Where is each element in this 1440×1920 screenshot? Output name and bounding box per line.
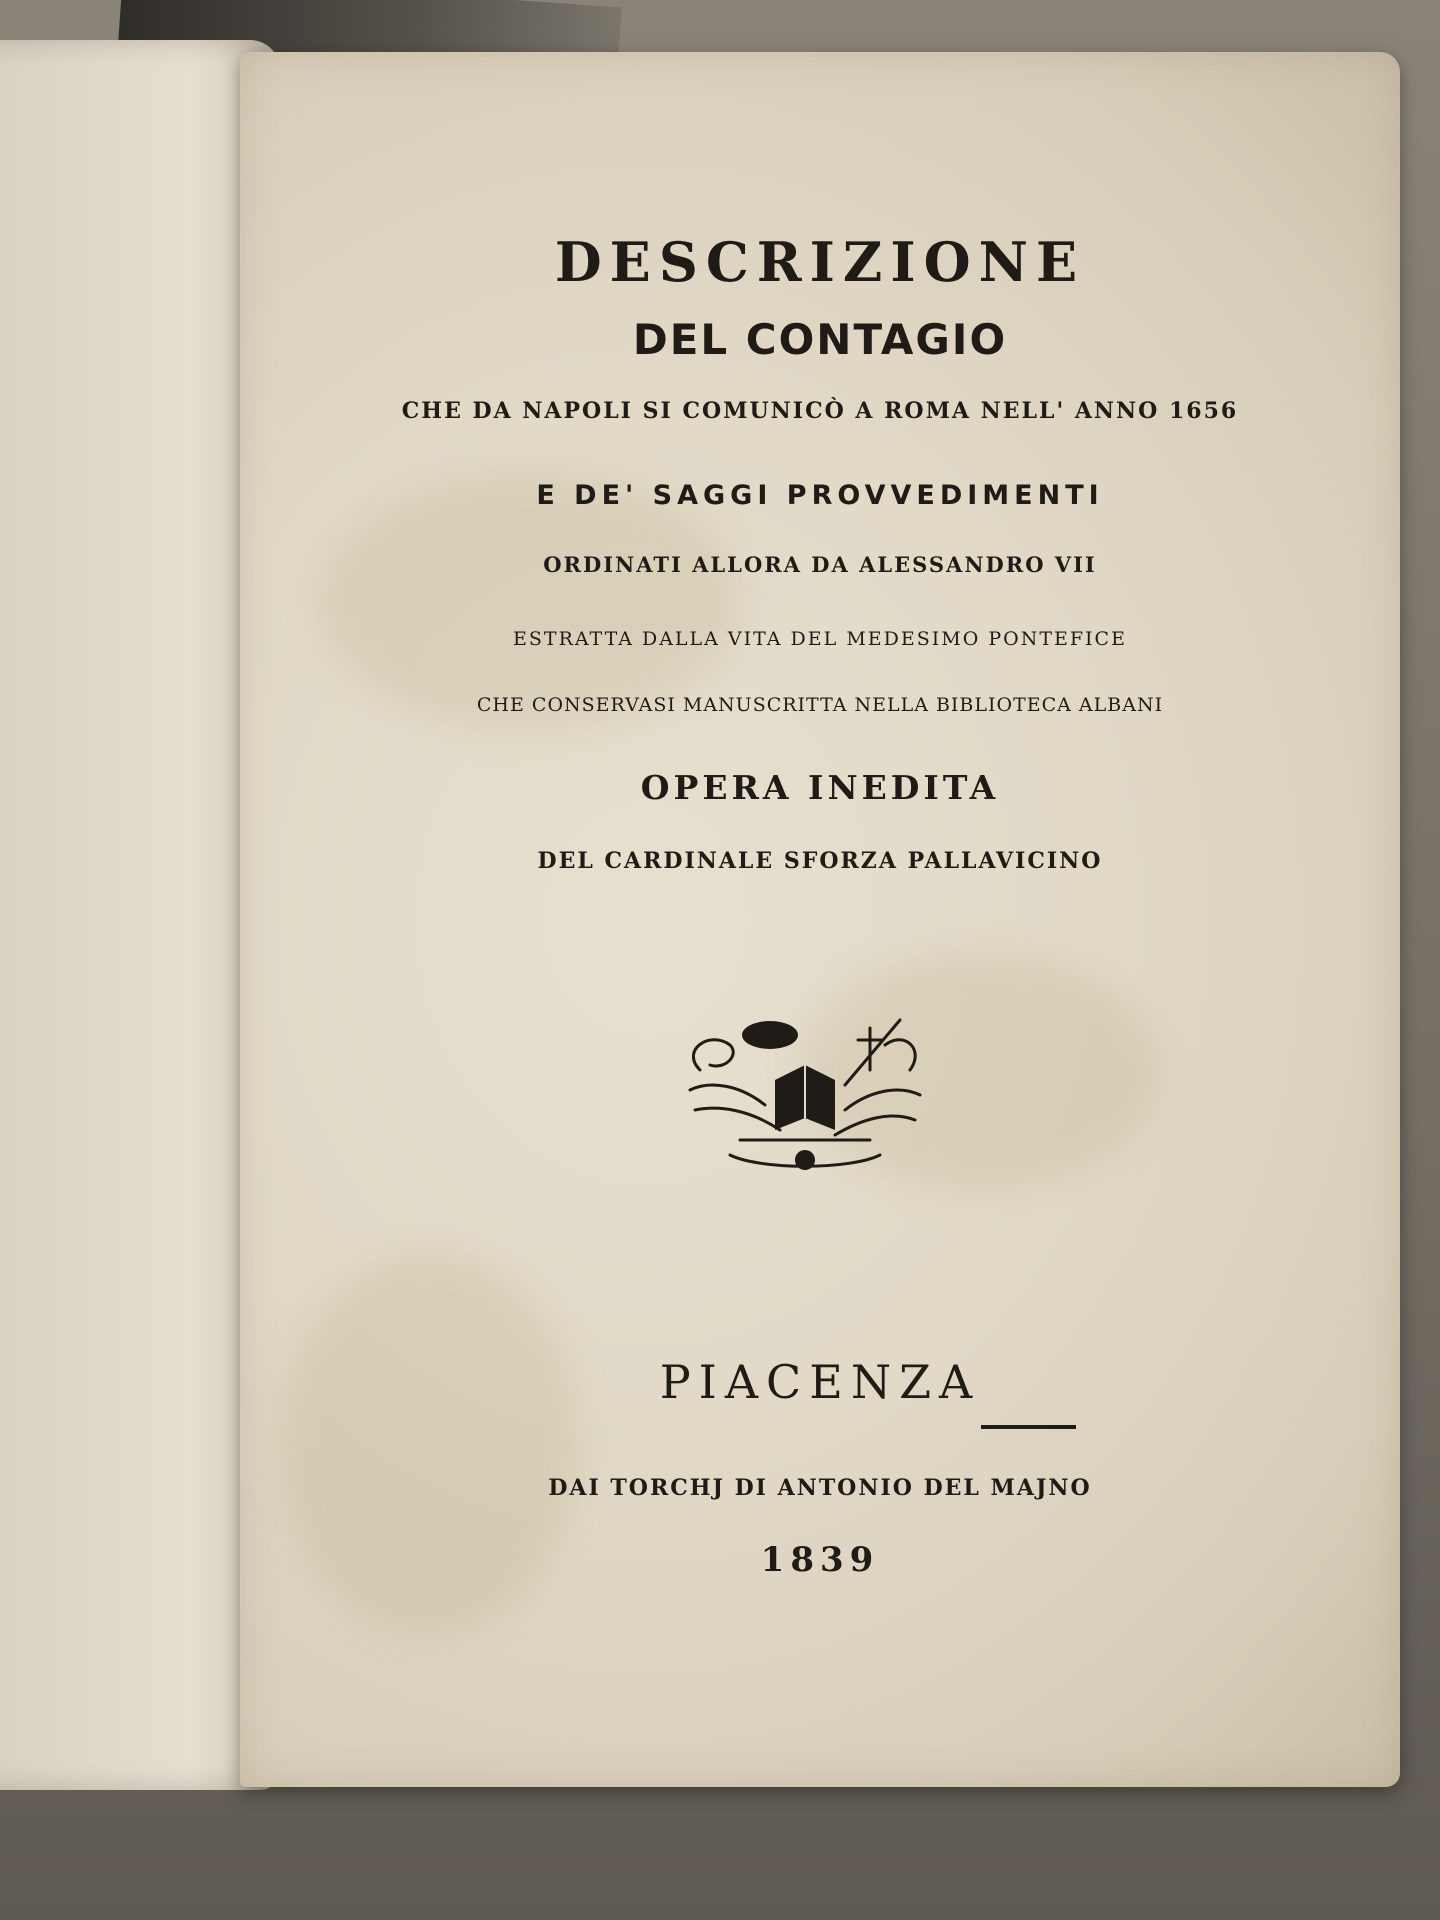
subtitle-biblioteca: CHE CONSERVASI MANUSCRITTA NELLA BIBLIOTECA ALBANI: [476, 694, 1164, 716]
title-descrizione: DESCRIZIONE: [554, 230, 1086, 294]
subtitle-estratta: ESTRATTA DALLA VITA DEL MEDESIMO PONTEFICE: [513, 628, 1127, 650]
author-line: DEL CARDINALE SFORZA PALLAVICINO: [537, 848, 1103, 874]
opera-inedita: OPERA INEDITA: [640, 768, 1000, 807]
subtitle-alessandro: ORDINATI ALLORA DA ALESSANDRO VII: [543, 552, 1097, 577]
printer-line: DAI TORCHJ DI ANTONIO DEL MAJNO: [548, 1475, 1092, 1501]
publication-year: 1839: [760, 1540, 880, 1580]
left-page: [0, 40, 280, 1790]
printer-ornament-icon: [670, 1010, 940, 1180]
subtitle-line: CHE DA NAPOLI SI COMUNICÒ A ROMA NELL' ANNO 1656: [401, 398, 1239, 424]
water-stain: [320, 472, 740, 732]
place-of-publication: PIACENZA: [659, 1355, 981, 1409]
subtitle-provvedimenti: E DE' SAGGI PROVVEDIMENTI: [536, 480, 1104, 511]
title-del-contagio: DEL CONTAGIO: [632, 315, 1008, 364]
title-page: [240, 52, 1400, 1787]
divider-rule: [981, 1425, 1076, 1429]
